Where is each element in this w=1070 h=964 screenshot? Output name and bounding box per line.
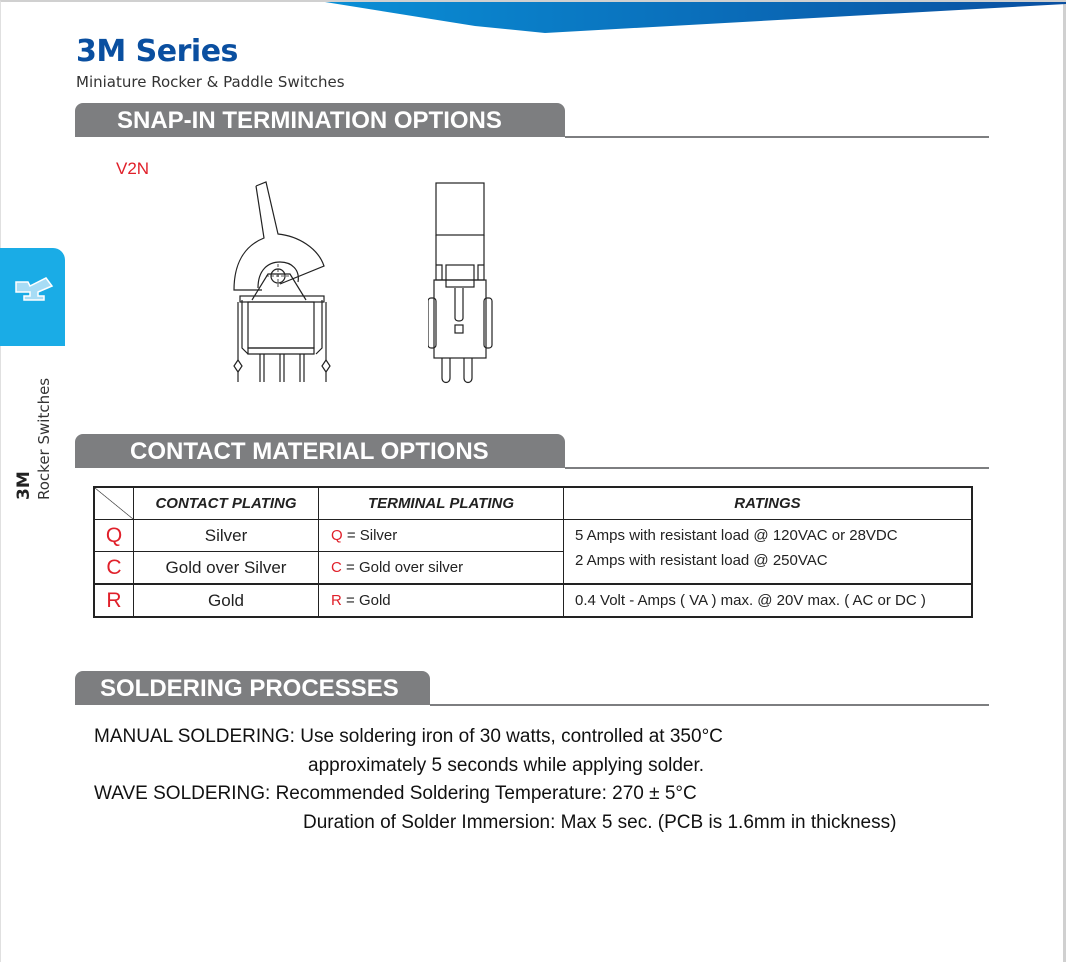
contact-material-table [93,486,973,618]
section-divider [565,136,989,138]
section-title: CONTACT MATERIAL OPTIONS [130,438,489,465]
table-row [94,552,972,585]
manual-soldering-line-1: MANUAL SOLDERING: Use soldering iron of 30 watts, controlled at 350°C [94,726,723,747]
option-code-label: V2N [116,159,150,178]
terminal-plating: R = Gold [319,584,564,617]
terminal-plating: C = Gold over silver [319,552,564,585]
section-title: SOLDERING PROCESSES [100,675,399,702]
section-header-contact-material [75,434,565,468]
table-row [94,520,972,552]
rocker-switch-icon [14,276,54,306]
header-ratings: RATINGS [564,487,973,520]
front-view-drawing [428,180,498,385]
wave-soldering-line-2: Duration of Solder Immersion: Max 5 sec. (PCB is 1.6mm in thickness) [303,812,897,833]
side-tab [0,248,65,346]
section-title: SNAP-IN TERMINATION OPTIONS [117,107,502,134]
header-terminal-plating: TERMINAL PLATING [319,487,564,520]
section-header-snap-in [75,103,565,137]
table-row [94,584,972,617]
rating: 0.4 Volt - Amps ( VA ) max. @ 20V max. ( AC or DC ) [564,584,973,617]
side-view-drawing [228,178,338,383]
section-divider [430,704,989,706]
page-title: 3M Series [76,34,238,69]
rating: 2 Amps with resistant load @ 250VAC [564,552,973,585]
corner-cell [94,487,134,520]
option-code: C [94,552,134,585]
section-divider [565,467,989,469]
header-contact-plating: CONTACT PLATING [134,487,319,520]
side-category-label: Rocker Switches [35,377,53,500]
terminal-plating: Q = Silver [319,520,564,552]
section-header-soldering [75,671,430,705]
table-header-row [94,487,972,520]
manual-soldering-line-2: approximately 5 seconds while applying solder. [308,755,705,776]
option-code: R [94,584,134,617]
contact-plating: Gold over Silver [134,552,319,585]
page-subtitle: Miniature Rocker & Paddle Switches [76,73,345,91]
contact-plating: Silver [134,520,319,552]
contact-plating: Gold [134,584,319,617]
rating: 5 Amps with resistant load @ 120VAC or 28VDC [564,520,973,552]
side-label [14,378,54,500]
side-series-label: 3M [14,471,34,500]
wave-soldering-line-1: WAVE SOLDERING: Recommended Soldering Temperature: 270 ± 5°C [94,783,697,804]
option-code: Q [94,520,134,552]
